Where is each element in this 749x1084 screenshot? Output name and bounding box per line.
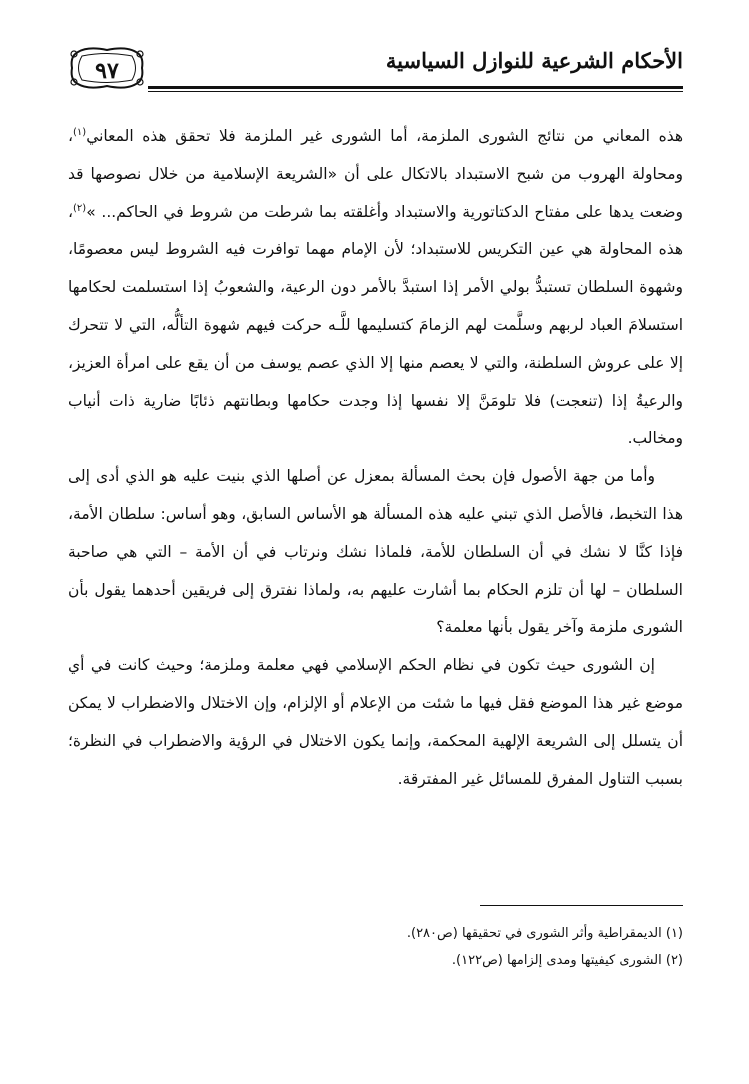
- footnote: (٢) الشورى كيفيتها ومدى إلزامها (ص١٢٢).: [451, 953, 683, 968]
- text-segment: ، ومحاولة الهروب من شبح الاستبداد بالاتكال على أن «الشريعة الإسلامية من خلال نصوصها قد وضعت يدها على مفتاح الدكتاتورية والاستبداد وأغلقته بما شرطت من شروط في الحاكم... »: [68, 127, 683, 221]
- footnote-divider: [480, 905, 683, 906]
- footnote-ref: (٢): [73, 202, 87, 214]
- footnotes: [68, 920, 683, 974]
- paragraph: [68, 458, 683, 647]
- text-segment: ، هذه المحاولة هي عين التكريس للاستبداد؛ لأن الإمام مهما توافرت فيه الشروط ليس معصومًا، وشهوة السلطان تستبدُّ بولي الأمر إذا استبدَّ بالأمر دون الرعية، والشعوبُ إذا استسلمت لحكامها استسلامَ العباد لربهم وسلَّمت لهم الزمامَ كتسليمها للَّـه حركت فيهم شهوة التألُّه، التي لا تتحرك إلا على عروش السلطنة، والتي لا يعصم منها إلا الذي عصم يوسف من أن يقع على امرأة العزيز، والرعيةُ إذا (تنعجت) فلا تلومَنَّ إلا نفسها إذا وجدت حكامها وبطانتهم ذئابًا ضارية ذات أنياب ومخالب.: [68, 202, 683, 448]
- footnote: (١) الديمقراطية وأثر الشورى في تحقيقها (ص٢٨٠).: [406, 926, 683, 941]
- page-number-frame: [68, 46, 146, 90]
- paragraph: [68, 118, 683, 458]
- text-segment: هذه المعاني من نتائج الشورى الملزمة، أما الشورى غير الملزمة فلا تحقق هذه المعاني: [86, 127, 683, 145]
- header-rule-thin: [148, 91, 683, 92]
- header-rule: [148, 86, 683, 89]
- page-number: ٩٧: [95, 58, 119, 84]
- paragraph: [68, 647, 683, 798]
- page-header: [68, 40, 683, 102]
- footnote-ref: (١): [73, 126, 87, 138]
- text-segment: وأما من جهة الأصول فإن بحث المسألة بمعزل عن أصلها الذي بنيت عليه هو الذي أدى إلى هذا التخبط، فالأصل الذي تبني عليه هذه المسألة هو الأساس السابق، وهو أساس: سلطان الأمة، فإذا كنَّا لا نشك في أن السلطان للأمة، فلماذا نشك ونرتاب في أن الأمة – التي هي صاحبة السلطان – لها أن تلزم الحكام بما أشارت عليهم به، ولماذا نفترق إلى فريقين أحدهما يقول بأن الشورى ملزمة وآخر يقول بأنها معلمة؟: [68, 467, 683, 637]
- running-title: الأحكام الشرعية للنوازل السياسية: [385, 48, 683, 73]
- text-segment: إن الشورى حيث تكون في نظام الحكم الإسلامي فهي معلمة وملزمة؛ وحيث كانت في أي موضع غير هذا الموضع فقل فيها ما شئت من الإعلام أو الإلزام، وإن الاختلال والاضطراب لا يمكن أن يتسلل إلى الشريعة الإلهية المحكمة، وإنما يكون الاختلال في الرؤية والاضطراب في النظرة؛ بسبب التناول المفرق للمسائل غير المفترقة.: [68, 656, 683, 788]
- main-text: [68, 118, 683, 798]
